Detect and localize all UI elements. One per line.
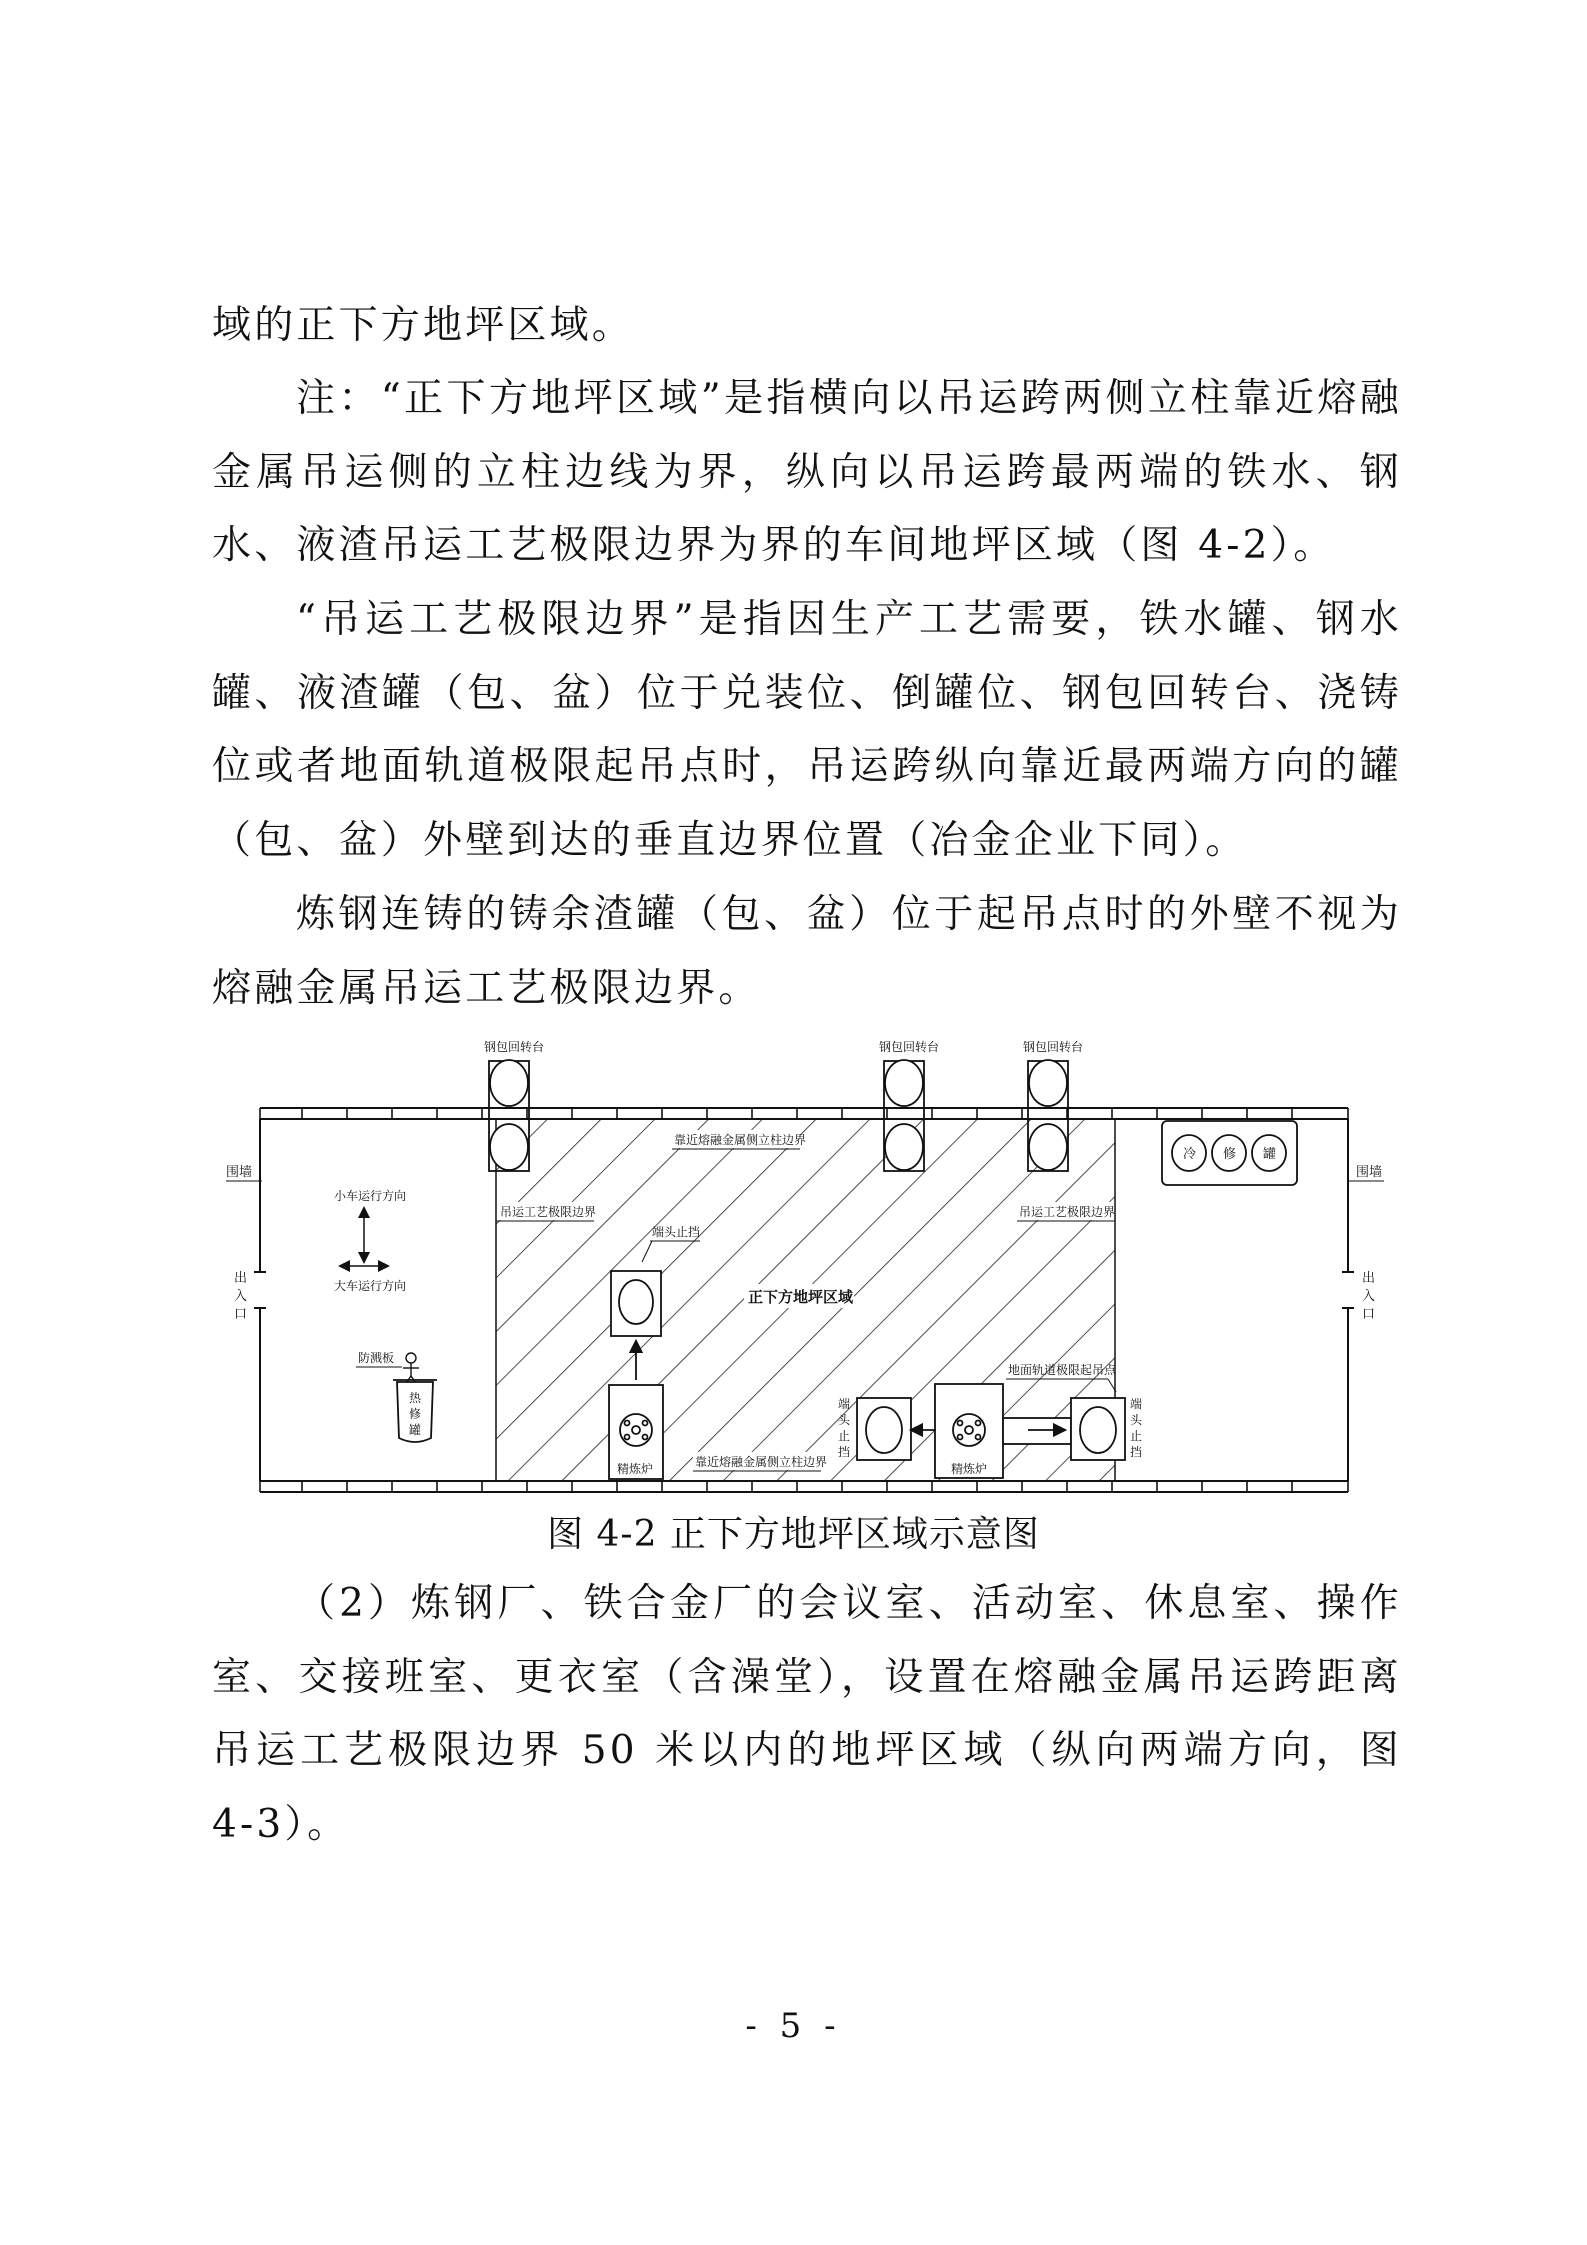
paragraph-4: 炼钢连铸的铸余渣罐（包、盆）位于起吊点时的外壁不视为熔融金属吊运工艺极限边界。 — [212, 892, 1402, 1011]
figure-caption: 图 4-2 正下方地坪区域示意图 — [547, 1514, 1040, 1555]
page-number: - 5 - — [745, 2006, 842, 2046]
cold-tank-char-2: 修 — [1223, 1147, 1237, 1162]
hot-tank-char-1: 热 — [409, 1391, 422, 1405]
cold-tank-char-1: 冷 — [1183, 1147, 1197, 1162]
center-area-label: 正下方地坪区域 — [748, 1288, 854, 1306]
wall-label-right: 围墙 — [1356, 1165, 1383, 1180]
rail-limit-label: 地面轨道极限起吊点 — [1008, 1363, 1117, 1377]
svg-text:口: 口 — [234, 1307, 248, 1322]
svg-text:端: 端 — [1130, 1397, 1143, 1411]
top-wall — [260, 1108, 1348, 1119]
hot-tank-char-3: 罐 — [409, 1423, 422, 1437]
svg-text:止: 止 — [1130, 1429, 1143, 1443]
crane-direction-label: 大车运行方向 — [334, 1279, 407, 1293]
splash-board-label: 防溅板 — [358, 1351, 395, 1365]
ladle-turret-3 — [1028, 1060, 1068, 1171]
cold-tank-char-3: 罐 — [1263, 1147, 1277, 1162]
column-boundary-label-bottom: 靠近熔融金属侧立柱边界 — [695, 1455, 828, 1469]
direction-arrows — [344, 1212, 384, 1266]
floor-area-diagram — [200, 1020, 1390, 1510]
person-icon — [403, 1353, 419, 1386]
svg-text:出: 出 — [1362, 1271, 1376, 1286]
trolley-direction-label: 小车运行方向 — [334, 1189, 407, 1203]
svg-text:挡: 挡 — [1130, 1445, 1143, 1459]
ladle-turret-1 — [489, 1060, 529, 1171]
end-stop-label-1: 端头止挡 — [652, 1225, 701, 1239]
paragraph-5: （2）炼钢厂、铁合金厂的会议室、活动室、休息室、操作室、交接班室、更衣室（含澡堂），设置在熔融金属吊运跨距离吊运工艺极限边界 50 米以内的地坪区域（纵向两端方向，图 4-3）。 — [212, 1581, 1402, 1847]
wall-label-left: 围墙 — [226, 1165, 253, 1180]
exit-label-right — [1362, 1270, 1375, 1322]
paragraph-3: “吊运工艺极限边界”是指因生产工艺需要，铁水罐、钢水罐、液渣罐（包、盆）位于兑装位、倒罐位、钢包回转台、浇铸位或者地面轨道极限起吊点时，吊运跨纵向靠近最两端方向的罐（包、盆）外壁到达的垂直边界位置（冶金企业下同）。 — [212, 597, 1402, 863]
paragraph-1: 域的正下方地坪区域。 — [212, 303, 635, 348]
bottom-wall — [260, 1481, 1348, 1492]
svg-text:口: 口 — [1362, 1307, 1376, 1322]
end-stop-label-3 — [1130, 1396, 1143, 1459]
column-boundary-label-top: 靠近熔融金属侧立柱边界 — [674, 1133, 807, 1147]
turret-label-3: 钢包回转台 — [1023, 1040, 1084, 1054]
svg-text:入: 入 — [234, 1289, 248, 1304]
limit-boundary-label-left: 吊运工艺极限边界 — [500, 1205, 597, 1219]
limit-boundary-label-right: 吊运工艺极限边界 — [1019, 1205, 1116, 1219]
refining-furnace-label-2: 精炼炉 — [951, 1462, 988, 1476]
refining-furnace-label-1: 精炼炉 — [617, 1462, 654, 1476]
paragraph-2: 注：“正下方地坪区域”是指横向以吊运跨两侧立柱靠近熔融金属吊运侧的立柱边线为界，纵向以吊运跨最两端的铁水、钢水、液渣吊运工艺极限边界为界的车间地坪区域（图 4-2）。 — [212, 376, 1402, 568]
hot-tank-char-2: 修 — [409, 1407, 422, 1421]
ladle-turret-2 — [884, 1060, 924, 1171]
svg-text:入: 入 — [1362, 1289, 1376, 1304]
svg-text:止: 止 — [838, 1429, 851, 1443]
svg-text:出: 出 — [234, 1271, 248, 1286]
svg-text:头: 头 — [838, 1413, 851, 1427]
turret-label-2: 钢包回转台 — [879, 1040, 940, 1054]
turret-label-1: 钢包回转台 — [484, 1040, 545, 1054]
svg-text:挡: 挡 — [838, 1445, 851, 1459]
svg-text:端: 端 — [838, 1397, 851, 1411]
svg-text:头: 头 — [1130, 1413, 1143, 1427]
exit-label-left — [234, 1270, 247, 1322]
